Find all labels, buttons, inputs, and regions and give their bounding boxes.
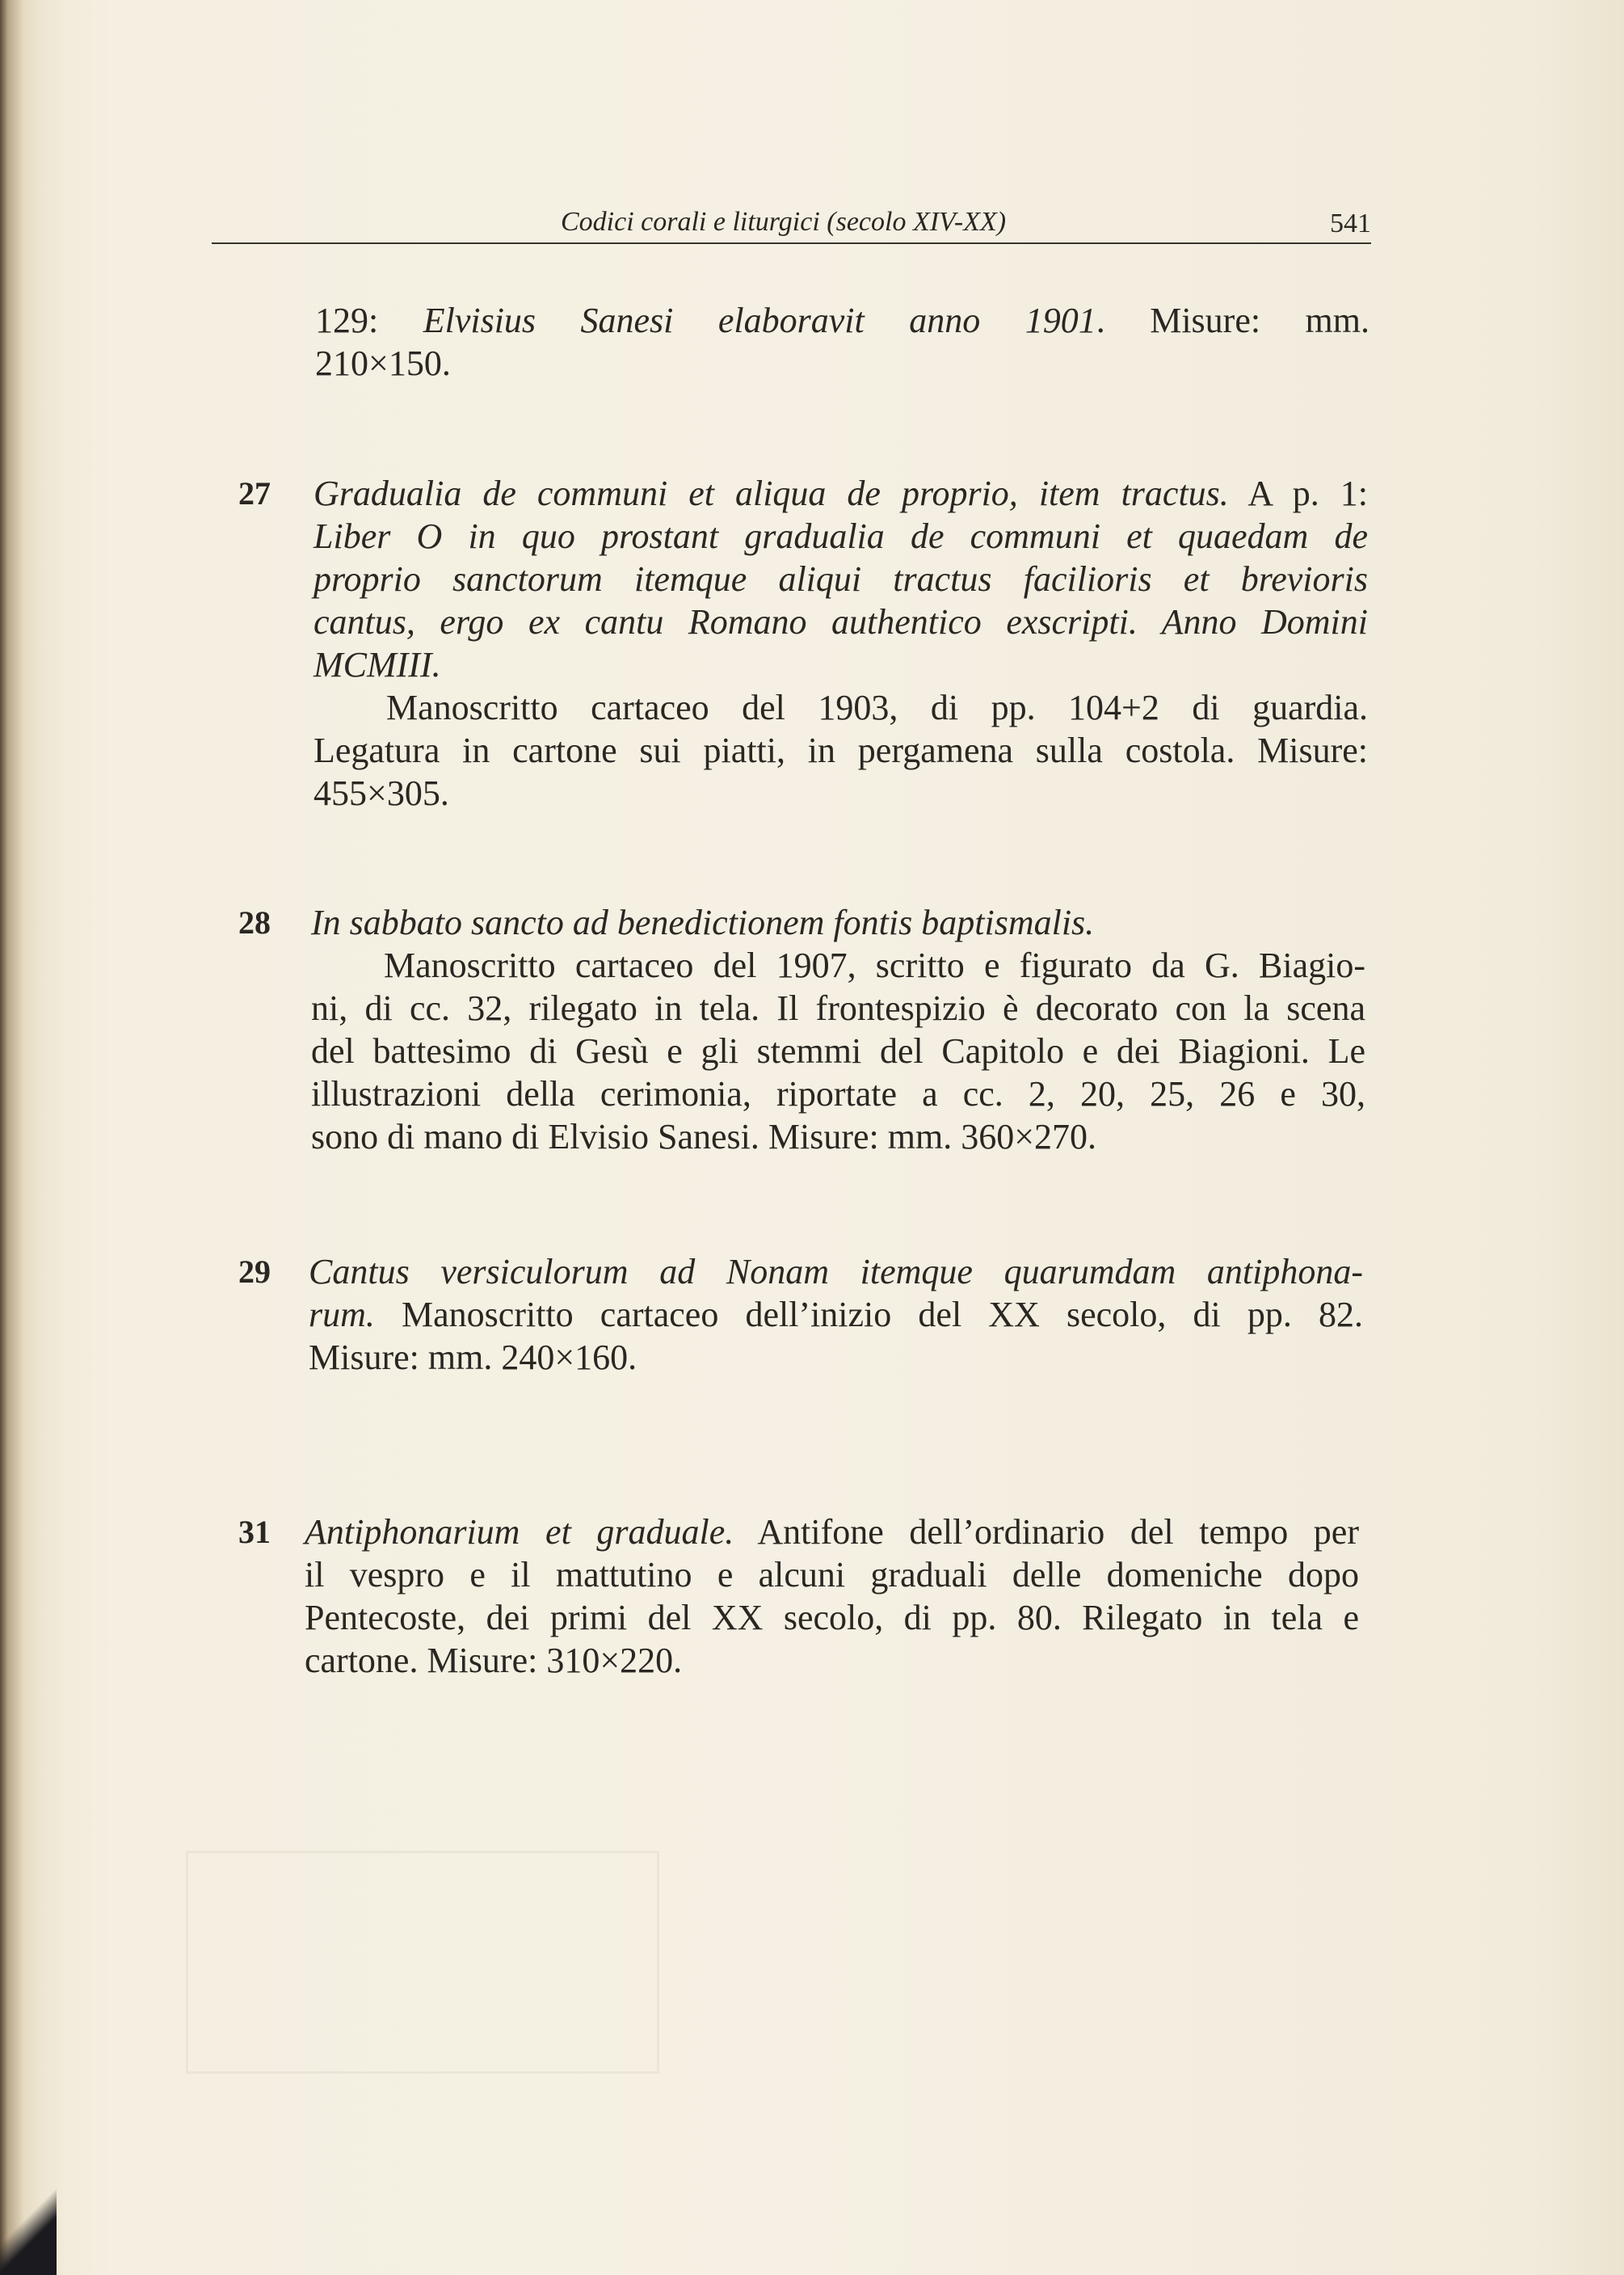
entry-number: 31 bbox=[238, 1514, 271, 1550]
text-line: Manoscritto cartaceo del 1907, scritto e figurato da G. Biagio- bbox=[384, 946, 1365, 985]
text-line bbox=[305, 1510, 1359, 1553]
entry-title: Cantus versiculorum ad Nonam itemque quarumdam antiphona- bbox=[309, 1252, 1363, 1291]
entry-27 bbox=[313, 472, 1368, 686]
text-line: Manoscritto cartaceo del 1903, di pp. 104+2 di guardia. bbox=[386, 688, 1368, 727]
text-run: 129: bbox=[315, 301, 423, 340]
text-line: Misure: mm. 240×160. bbox=[309, 1338, 637, 1377]
italic-run: MCMIII. bbox=[313, 645, 441, 685]
entry-number: 29 bbox=[238, 1253, 271, 1290]
italic-run: cantus, ergo ex cantu Romano authentico exscripti. Anno Domini bbox=[313, 602, 1368, 642]
scan-corner bbox=[0, 2186, 57, 2275]
text-line: 210×150. bbox=[315, 343, 451, 383]
text-line bbox=[309, 1293, 1363, 1336]
entry-number: 28 bbox=[238, 904, 271, 941]
entry-title: In sabbato sancto ad benedictionem fontis baptismalis. bbox=[311, 903, 1095, 942]
italic-run: proprio sanctorum itemque aliqui tractus facilioris et brevioris bbox=[313, 559, 1368, 599]
text-run: Antifone dell’ordinario del tempo per bbox=[734, 1512, 1359, 1552]
running-title: Codici corali e liturgici (secolo XIV-XX) bbox=[561, 207, 1007, 237]
text-line: del battesimo di Gesù e gli stemmi del Capitolo e dei Biagioni. Le bbox=[311, 1031, 1365, 1071]
entry-title: Antiphonarium et graduale. bbox=[305, 1512, 734, 1552]
text-line bbox=[313, 600, 1368, 643]
page-number: 541 bbox=[1330, 209, 1371, 238]
text-line: ni, di cc. 32, rilegato in tela. Il frontespizio è decorato con la scena bbox=[311, 988, 1365, 1028]
entry-title: Gradualia de communi et aliqua de proprio, item tractus. bbox=[313, 474, 1229, 513]
text-line bbox=[313, 643, 1368, 686]
italic-run: Elvisius Sanesi elaboravit anno 1901 bbox=[423, 301, 1096, 340]
text-line: Pentecoste, dei primi del XX secolo, di pp. 80. Rilegato in tela e bbox=[305, 1598, 1359, 1637]
entry-number: 27 bbox=[238, 475, 271, 512]
entry-31 bbox=[305, 1510, 1359, 1682]
text-line bbox=[313, 515, 1368, 558]
text-line: sono di mano di Elvisio Sanesi. Misure: mm. 360×270. bbox=[311, 1117, 1097, 1156]
header-rule bbox=[212, 242, 1371, 244]
text-line bbox=[313, 558, 1368, 600]
running-head bbox=[212, 204, 1371, 242]
entry-title: rum. bbox=[309, 1295, 375, 1334]
text-line: 455×305. bbox=[313, 773, 449, 813]
text-line: cartone. Misure: 310×220. bbox=[305, 1641, 683, 1680]
entry-27-description bbox=[313, 686, 1368, 815]
entry-29 bbox=[309, 1250, 1363, 1379]
text-run: Manoscritto cartaceo dell’inizio del XX secolo, di pp. 82. bbox=[374, 1295, 1363, 1334]
text-line: illustrazioni della cerimonia, riportate a cc. 2, 20, 25, 26 e 30, bbox=[311, 1074, 1365, 1114]
bleed-through-stamp bbox=[186, 1851, 659, 2074]
continued-entry bbox=[315, 299, 1369, 385]
entry-28 bbox=[311, 901, 1365, 1158]
text-line: il vespro e il mattutino e alcuni graduali delle domeniche dopo bbox=[305, 1555, 1359, 1595]
binding-shadow bbox=[0, 0, 65, 2275]
text-line bbox=[309, 1250, 1363, 1293]
text-line bbox=[315, 299, 1369, 342]
text-run: A p. 1: bbox=[1228, 474, 1368, 513]
text-line bbox=[311, 901, 1365, 944]
italic-run: Liber O in quo prostant gradualia de communi et quaedam de bbox=[313, 516, 1368, 556]
text-line: Legatura in cartone sui piatti, in pergamena sulla costola. Misure: bbox=[313, 731, 1368, 770]
text-line bbox=[313, 472, 1368, 515]
text-run: . Misure: mm. bbox=[1096, 301, 1370, 340]
